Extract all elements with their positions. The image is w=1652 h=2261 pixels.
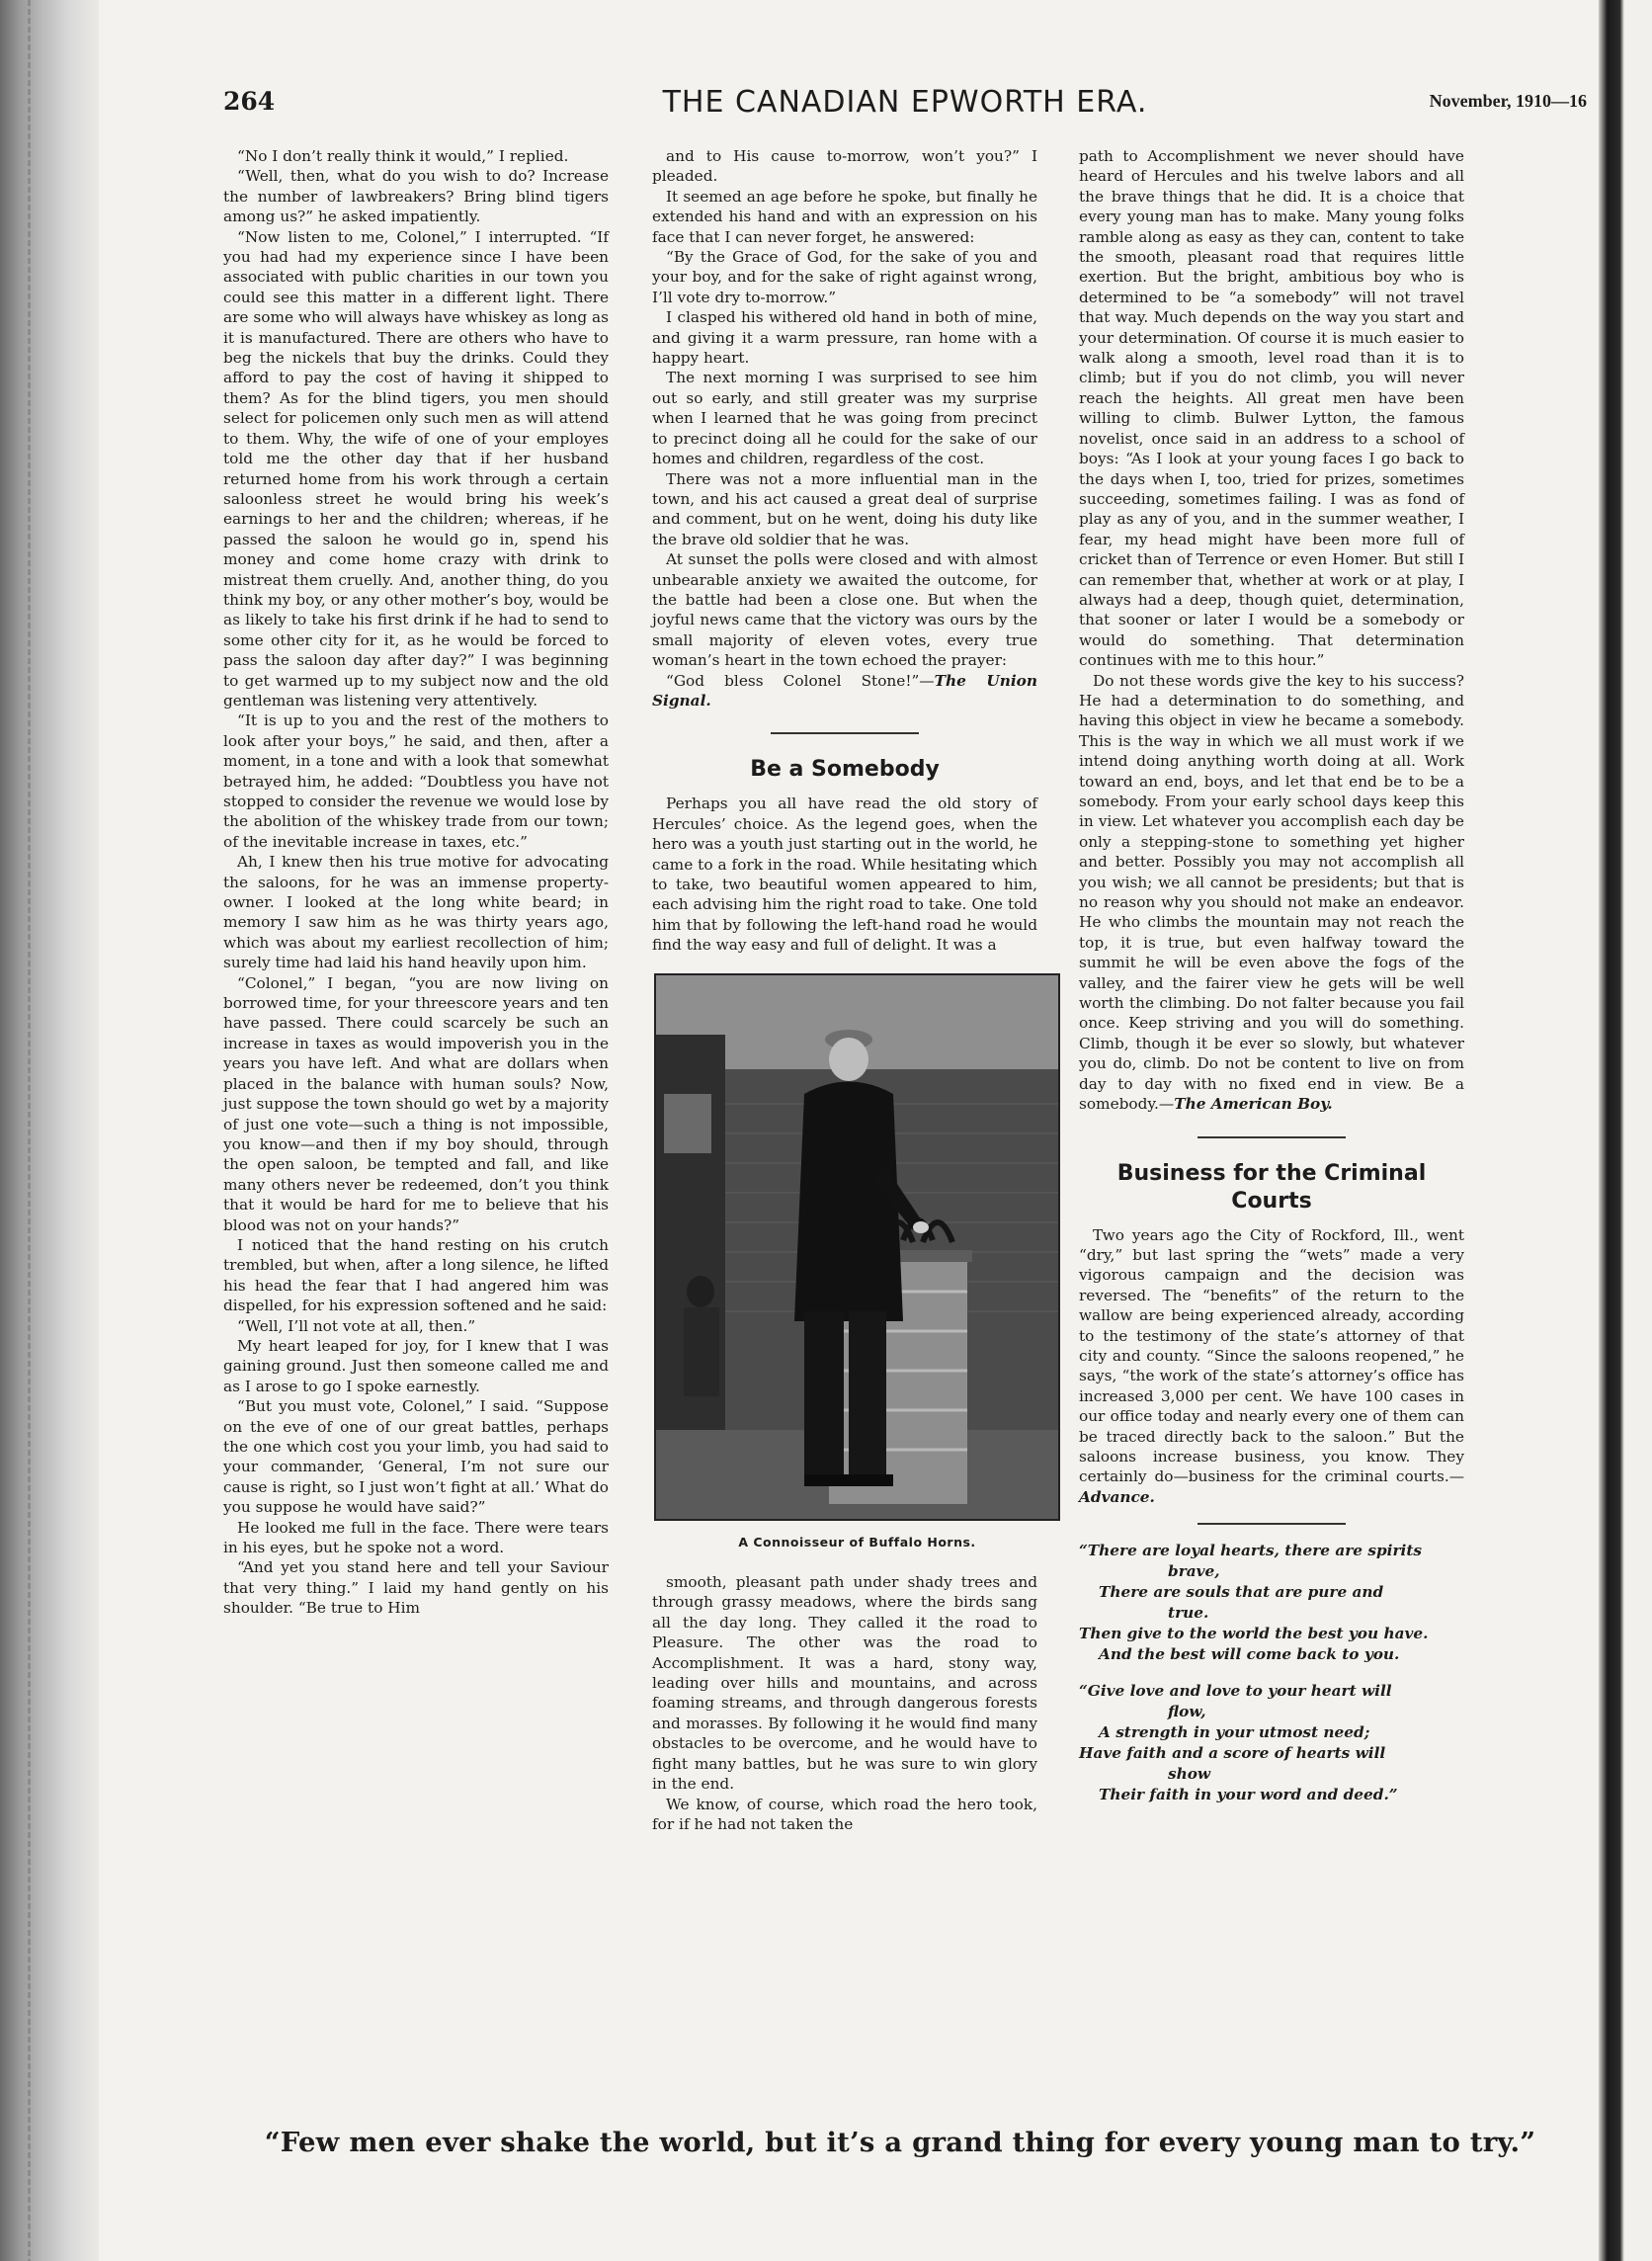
paragraph: “Now listen to me, Colonel,” I interrupted. “If you had had my experience since I have been associated with public charities in our town you could see this matter in a different light. There are some who will always have whiskey as long as it is manufactured. There are others who have to beg the nickels that buy the drinks. Could they afford to pay the cost of having it shipped to them? As for the blind tigers, you men should select for policemen only such men as will attend to them. Why, the wife of one of your employes told me the other day that if her husband returned home from his work through a certain saloonless street he would bring his week’s earnings to her and the children; whereas, if he passed the saloon he would go in, spend his money and come home crazy with drink to mistreat them cruelly. And, another thing, do you think my boy, or any other mother’s boy, would be as likely to take his first drink if he had to send to some other city for it, as he would be forced to pass the saloon day after day?” I was beginning to get warmed up to my subject now and the old gentleman was listening very attentively.	[223, 227, 609, 710]
section-title: Business for the Criminal Courts	[1116, 1160, 1427, 1214]
paragraph: The next morning I was surprised to see him out so early, and still greater was my surprise when I learned that he was going from precinct to precinct doing all he could for the sake of our homes and children, regardless of the cost.	[652, 369, 1037, 468]
poem-line: And the best will come back to you.	[1099, 1644, 1400, 1663]
paragraph: “It is up to you and the rest of the mothers to look after your boys,” he said, and then, after a moment, in a tone and with a look that somewhat betrayed him, he added: “Doubtless you have not stopped to consider the revenue we would lose by the abolition of the whiskey trade from our town; of the inevitable increase in taxes, etc.”	[223, 712, 609, 851]
column-2	[652, 146, 1037, 1834]
paragraph: Perhaps you all have read the old story of Hercules’ choice. As the legend goes, when the hero was a youth just starting out in the world, he came to a fork in the road. While hesitating which to take, two beautiful women appeared to him, each advising him the right road to take. One told him that by following the left-hand road he would find the way easy and full of delight. It was a	[652, 795, 1037, 955]
section-title: Be a Somebody	[750, 757, 940, 783]
paragraph: I clasped his withered old hand in both of mine, and giving it a warm pressure, ran home with a happy heart.	[652, 308, 1037, 368]
section-divider	[1198, 1523, 1346, 1525]
column-3	[1079, 146, 1464, 1805]
poem-line: show	[1168, 1764, 1211, 1783]
closing-text: Do not these words give the key to his success? He had a determination to do something, and having this object in view he became a somebody. This is the way in which we all must work if we intend doing anything worth doing at all. Work toward an end, boys, and let that end be to be a somebody. From your early school days keep this in view. Let whatever you accomplish each day be only a stepping-stone to something yet higher and better. Possibly you may not accomplish all you wish; we all cannot be presidents; but that is no reason why you should not make an endeavor. He who climbs the mountain may not reach the top, it is true, but even halfway toward the summit he will be even above the fogs of the valley, and the fairer view he gets will be well worth the climbing. Do not falter because you fail once. Keep striving and you will do something. Climb, though it be ever so slowly, but whatever you do, climb. Do not be content to live on from day to day with no fixed end in view. Be a somebody.—	[1079, 671, 1464, 1114]
page-number: 264	[223, 87, 276, 116]
poem-line: Then give to the world the best you have.	[1079, 1624, 1429, 1642]
poem	[1079, 1541, 1464, 1805]
source-credit: The Union Signal.	[652, 671, 1037, 710]
poem-line: There are souls that are pure and	[1099, 1582, 1384, 1601]
poem-line: Their faith in your word and deed.”	[1099, 1785, 1398, 1803]
poem-line: Have faith and a score of hearts will	[1079, 1743, 1386, 1762]
section-text: Two years ago the City of Rockford, Ill., went “dry,” but last spring the “wets” made a very vigorous campaign and the decision was reversed. The “benefits” of the return to the wallow are being experienced already, according to the testimony of the state’s attorney of that city and county. “Since the saloons reopened,” he says, “the work of the state’s attorney’s office has increased 3,000 per cent. We have 100 cases in our office today and nearly every one of them can be traced directly back to the saloon.” But the saloons increase business, you know. They certainly do—business for the criminal courts.—	[1079, 1225, 1464, 1486]
photo-figure	[654, 973, 1060, 1552]
paragraph: At sunset the polls were closed and with almost unbearable anxiety we awaited the outcome, for the battle had been a close one. But when the joyful news came that the victory was ours by the small majority of eleven votes, every true woman’s heart in the town echoed the prayer:	[652, 550, 1037, 670]
issue-date: November, 1910—16	[1429, 91, 1587, 111]
source-credit: Advance.	[1079, 1487, 1155, 1506]
poem-line: true.	[1168, 1603, 1209, 1622]
paragraph: “And yet you stand here and tell your Saviour that very thing.” I laid my hand gently on his shoulder. “Be true to Him	[223, 1558, 609, 1618]
paragraph: “Well, then, what do you wish to do? Increase the number of lawbreakers? Bring blind tigers among us?” he asked impatiently.	[223, 167, 609, 226]
closing-quote: “God bless Colonel Stone!”—	[666, 671, 935, 690]
column-1	[223, 146, 609, 1619]
paragraph: I noticed that the hand resting on his crutch trembled, but when, after a long silence, he lifted his head the fear that I had angered him was dispelled, for his expression softened and he said:	[223, 1235, 609, 1315]
paragraph: We know, of course, which road the hero took, for if he had not taken the	[652, 1795, 1037, 1833]
section-divider	[1198, 1136, 1346, 1138]
paragraph: “Well, I’ll not vote at all, then.”	[237, 1316, 476, 1335]
paragraph: My heart leaped for joy, for I knew that I was gaining ground. Just then someone called me and as I arose to go I spoke earnestly.	[223, 1336, 609, 1395]
poem-line: “Give love and love to your heart will	[1079, 1681, 1392, 1700]
poem-line: “There are loyal hearts, there are spirits	[1079, 1541, 1423, 1559]
closing-paragraph	[1079, 1225, 1464, 1508]
closing-paragraph	[652, 671, 1037, 712]
paragraph: It seemed an age before he spoke, but finally he extended his hand and with an expression on his face that I can never forget, he answered:	[652, 187, 1037, 246]
footer-quote: “Few men ever shake the world, but it’s a grand thing for every young man to try.”	[264, 2127, 1536, 2158]
publication-title: THE CANADIAN EPWORTH ERA.	[662, 85, 1148, 120]
paragraph: “By the Grace of God, for the sake of you and your boy, and for the sake of right against wrong, I’ll vote dry to-morrow.”	[652, 248, 1037, 306]
section-divider	[771, 732, 919, 734]
paragraph: “Colonel,” I began, “you are now living on borrowed time, for your threescore years and ten have passed. There could scarcely be such an increase in taxes as would impoverish you in the years you have left. And what are dollars when placed in the balance with human souls? Now, just suppose the town should go wet by a majority of just one vote—such a thing is not impossible, you know—and then if my boy should, through the open saloon, be tempted and fall, and like many others never be redeemed, don’t you think that it would be hard for me to believe that his blood was not on your hands?”	[223, 973, 609, 1234]
paragraph: “No I don’t really think it would,” I replied.	[237, 147, 569, 165]
paragraph: Ah, I knew then his true motive for advocating the saloons, for he was an immense property-owner. I looked at the long white beard; in memory I saw him as he was thirty years ago, which was about my earliest recollection of him; surely time had laid his hand heavily upon him.	[223, 853, 609, 972]
paragraph: smooth, pleasant path under shady trees and through grassy meadows, where the birds sang all the day long. They called it the road to Pleasure. The other was the road to Accomplishment. It was a hard, stony way, leading over hills and mountains, and across foaming streams, and through dangerous forests and morasses. By following it he would find many obstacles to be overcome, and he would have to fight many battles, but he was sure to win glory in the end.	[652, 1573, 1037, 1794]
photo-connoisseur	[654, 973, 1060, 1521]
facing-page-edge	[1599, 0, 1652, 2261]
paragraph: and to His cause to-morrow, won’t you?” I pleaded.	[652, 147, 1037, 186]
photo-illustration	[656, 975, 1058, 1519]
poem-line: A strength in your utmost need;	[1099, 1722, 1370, 1741]
paragraph: There was not a more influential man in the town, and his act caused a great deal of surprise and comment, but on he went, doing his duty like the brave old soldier that he was.	[652, 469, 1037, 548]
closing-paragraph	[1079, 671, 1464, 1115]
magazine-page	[107, 0, 1589, 2261]
poem-line: brave,	[1168, 1561, 1220, 1580]
running-head	[223, 85, 1587, 125]
paragraph: path to Accomplishment we never should have heard of Hercules and his twelve labors and all the brave things that he did. It is a choice that every young man has to make. Many young folks ramble along as easy as they can, content to take the smooth, pleasant road that requires little exertion. But the bright, ambitious boy who is determined to be “a somebody” will not travel that way. Much depends on the way you start and your determination. Of course it is much easier to walk along a smooth, level road than it is to climb; but if you do not climb, you will never reach the heights. All great men have been willing to climb. Bulwer Lytton, the famous novelist, once said in an address to a school of boys: “As I look at your young faces I go back to the days when I, too, tried for prizes, sometimes succeeding, sometimes failing. I was as fond of play as any of you, and in the summer weather, I fear, my head might have been more full of cricket than of Terrence or even Homer. But still I can remember that, whether at work or at play, I always had a deep, though quiet, determination, that sooner or later I would be a somebody or would do something. That determination continues with me to this hour.”	[1079, 147, 1464, 670]
source-credit: The American Boy.	[1174, 1095, 1333, 1114]
book-spine	[0, 0, 99, 2261]
poem-line: flow,	[1168, 1702, 1206, 1720]
paragraph: He looked me full in the face. There were tears in his eyes, but he spoke not a word.	[223, 1518, 609, 1557]
photo-caption: A Connoisseur of Buffalo Horns.	[738, 1534, 976, 1549]
paragraph: “But you must vote, Colonel,” I said. “Suppose on the eve of one of our great battles, perhaps the one which cost you your limb, you had said to your commander, ‘General, I’m not sure our cause is right, so I just won’t fight at all.’ What do you suppose he would have said?”	[223, 1397, 609, 1517]
